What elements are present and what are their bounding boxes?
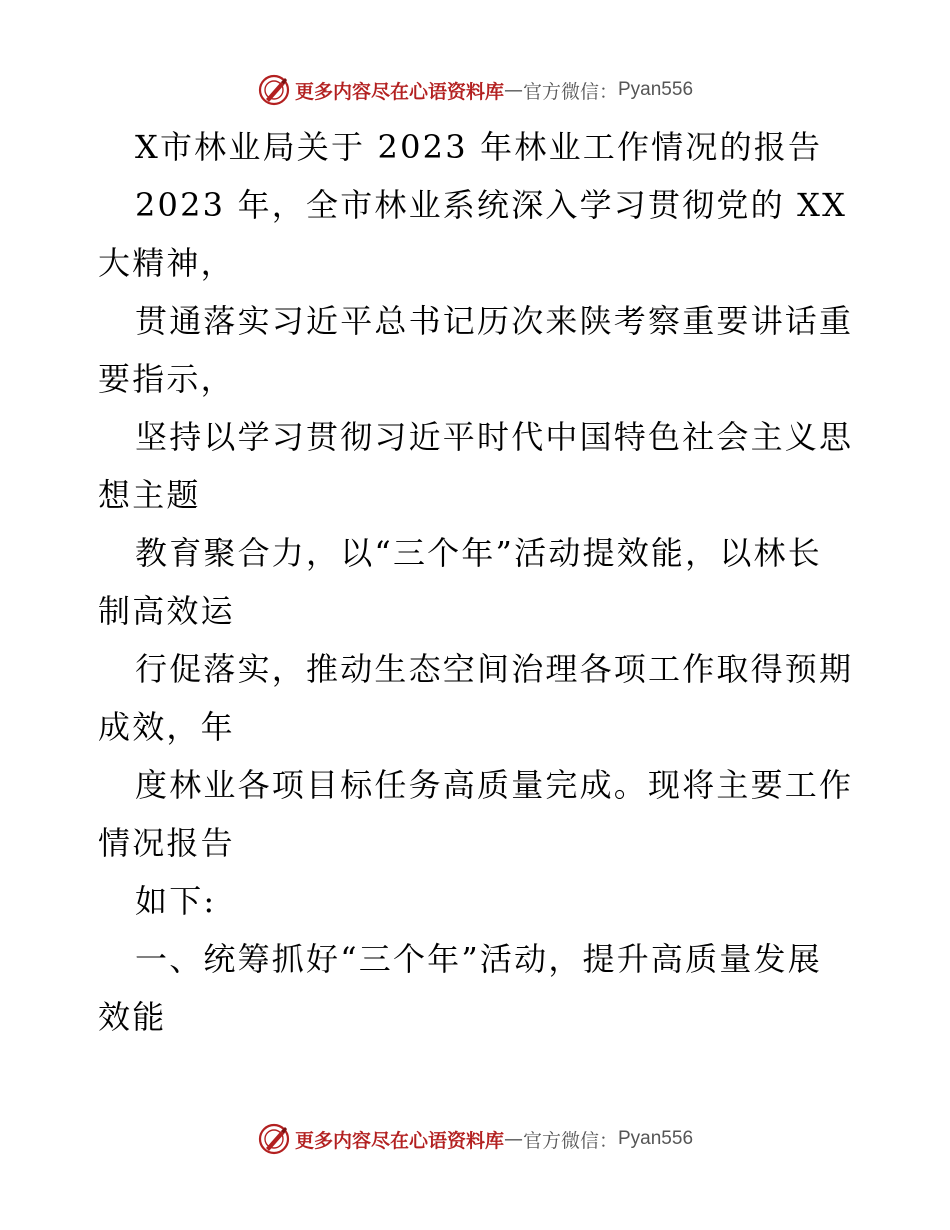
paragraph-line: 坚持以学习贯彻习近平时代中国特色社会主义思	[135, 418, 854, 456]
paragraph-line: 度林业各项目标任务高质量完成。现将主要工作	[135, 766, 854, 804]
footer-banner-main: 更多内容尽在心语资料库	[294, 1129, 504, 1152]
footer-banner-label: 官方微信：	[522, 1129, 618, 1152]
paragraph-line: 如下:	[135, 882, 217, 920]
paragraph-line: 要指示，	[98, 360, 235, 398]
brand-logo-icon	[257, 1122, 291, 1156]
header-banner-label: 官方微信：	[522, 80, 618, 103]
paragraph-line: 成效，年	[98, 708, 235, 746]
paragraph-line: 情况报告	[98, 824, 235, 862]
footer-banner-separator: —	[503, 1128, 523, 1150]
header-banner-main: 更多内容尽在心语资料库	[294, 80, 504, 103]
document-body	[98, 118, 858, 1046]
header-banner	[0, 70, 950, 110]
paragraph-line: 贯通落实习近平总书记历次来陕考察重要讲话重	[135, 302, 854, 340]
paragraph-line: 想主题	[98, 476, 201, 514]
section-heading-continued: 效能	[98, 998, 167, 1036]
header-banner-id: Pyan556	[618, 79, 694, 100]
header-banner-separator: —	[503, 79, 523, 101]
footer-banner-id: Pyan556	[618, 1128, 694, 1149]
paragraph-line: 大精神，	[98, 244, 235, 282]
brand-logo-icon	[257, 73, 291, 107]
footer-banner	[0, 1119, 950, 1159]
section-heading: 一、统筹抓好“三个年”活动，提升高质量发展	[135, 940, 822, 978]
paragraph-line: 行促落实，推动生态空间治理各项工作取得预期	[135, 650, 854, 688]
document-title: X市林业局关于 2023 年林业工作情况的报告	[135, 128, 823, 166]
paragraph-line: 2023 年，全市林业系统深入学习贯彻党的 XX	[135, 186, 848, 224]
paragraph-line: 教育聚合力，以“三个年”活动提效能，以林长	[135, 534, 822, 572]
paragraph-line: 制高效运	[98, 592, 235, 630]
